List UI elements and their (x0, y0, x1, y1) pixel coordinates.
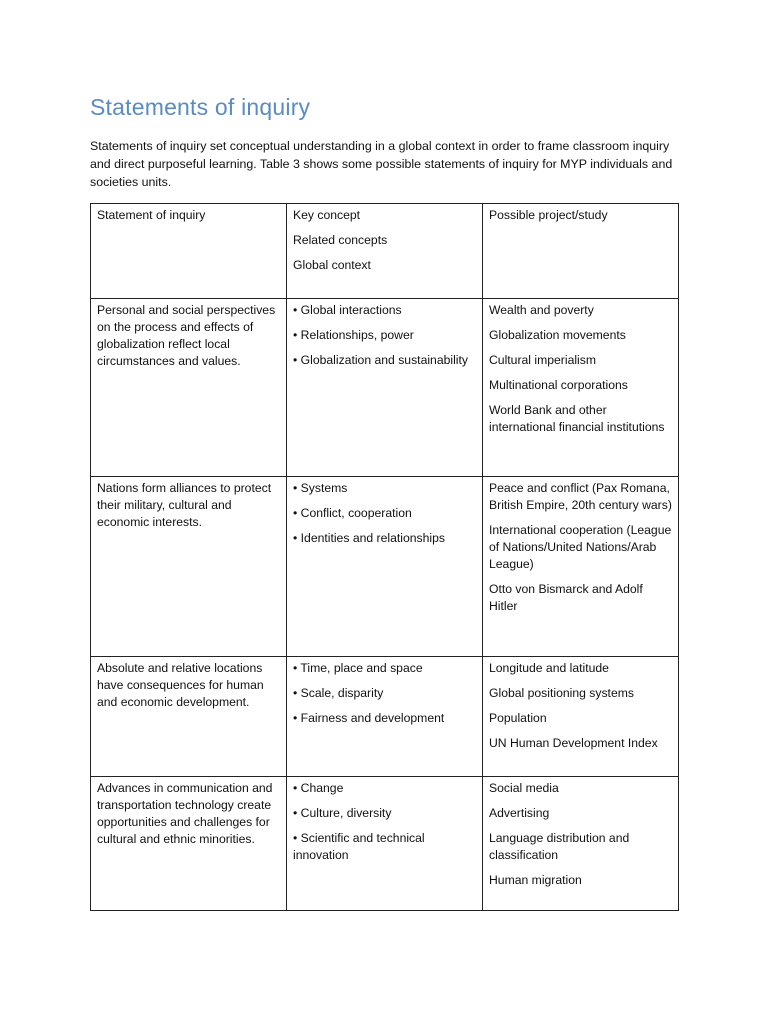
project-item: Globalization movements (489, 328, 626, 342)
concept-item: • Relationships, power (293, 328, 414, 342)
table-row (91, 777, 679, 911)
concept-item: • Globalization and sustainability (293, 353, 468, 367)
projects-cell (483, 477, 679, 657)
project-item: Wealth and poverty (489, 303, 594, 317)
header-global-context: Global context (293, 258, 371, 272)
projects-cell (483, 777, 679, 911)
project-item: World Bank and other international financial institutions (489, 403, 665, 434)
statement-cell (91, 657, 287, 777)
concepts-cell (287, 777, 483, 911)
statement-text: Absolute and relative locations have consequences for human and economic development. (97, 661, 264, 709)
project-item: Language distribution and classification (489, 831, 630, 862)
concept-item: • Identities and relationships (293, 531, 445, 545)
statement-cell (91, 299, 287, 477)
statement-cell (91, 777, 287, 911)
project-item: Global positioning systems (489, 686, 634, 700)
header-related-concepts: Related concepts (293, 233, 388, 247)
concepts-cell (287, 299, 483, 477)
project-item: Longitude and latitude (489, 661, 609, 675)
intro-paragraph: Statements of inquiry set conceptual understanding in a global context in order to frame classroom inquiry and direct purposeful learning. Table 3 shows some possible statements of inquiry for MYP individuals and societies units. (90, 139, 673, 189)
table-row (91, 657, 679, 777)
concept-item: • Change (293, 781, 344, 795)
statement-text: Nations form alliances to protect their military, cultural and economic interests. (97, 481, 272, 529)
page-title: Statements of inquiry (90, 94, 311, 120)
project-item: UN Human Development Index (489, 736, 658, 750)
header-concepts-cell (287, 204, 483, 299)
projects-cell (483, 299, 679, 477)
project-item: International cooperation (League of Nations/United Nations/Arab League) (489, 523, 672, 571)
header-statement-cell (91, 204, 287, 299)
header-project-study: Possible project/study (489, 208, 608, 222)
project-item: Social media (489, 781, 559, 795)
project-item: Advertising (489, 806, 550, 820)
concept-item: • Scale, disparity (293, 686, 384, 700)
concept-item: • Systems (293, 481, 348, 495)
statement-text: Personal and social perspectives on the process and effects of globalization reflect local circumstances and values. (97, 303, 276, 368)
project-item: Otto von Bismarck and Adolf Hitler (489, 582, 643, 613)
project-item: Peace and conflict (Pax Romana, British Empire, 20th century wars) (489, 481, 672, 512)
concept-item: • Culture, diversity (293, 806, 392, 820)
concept-item: • Global interactions (293, 303, 402, 317)
concept-item: • Scientific and technical innovation (293, 831, 425, 862)
projects-cell (483, 657, 679, 777)
table-row (91, 477, 679, 657)
project-item: Human migration (489, 873, 582, 887)
header-statement: Statement of inquiry (97, 208, 206, 222)
concept-item: • Time, place and space (293, 661, 423, 675)
statements-table (90, 203, 679, 911)
table-row (91, 299, 679, 477)
project-item: Multinational corporations (489, 378, 628, 392)
concept-item: • Conflict, cooperation (293, 506, 412, 520)
project-item: Cultural imperialism (489, 353, 597, 367)
header-projects-cell (483, 204, 679, 299)
statement-text: Advances in communication and transportation technology create opportunities and challenges for cultural and ethnic minorities. (97, 781, 273, 846)
concepts-cell (287, 477, 483, 657)
project-item: Population (489, 711, 547, 725)
concept-item: • Fairness and development (293, 711, 445, 725)
concepts-cell (287, 657, 483, 777)
header-key-concept: Key concept (293, 208, 361, 222)
table-header-row (91, 204, 679, 299)
statement-cell (91, 477, 287, 657)
